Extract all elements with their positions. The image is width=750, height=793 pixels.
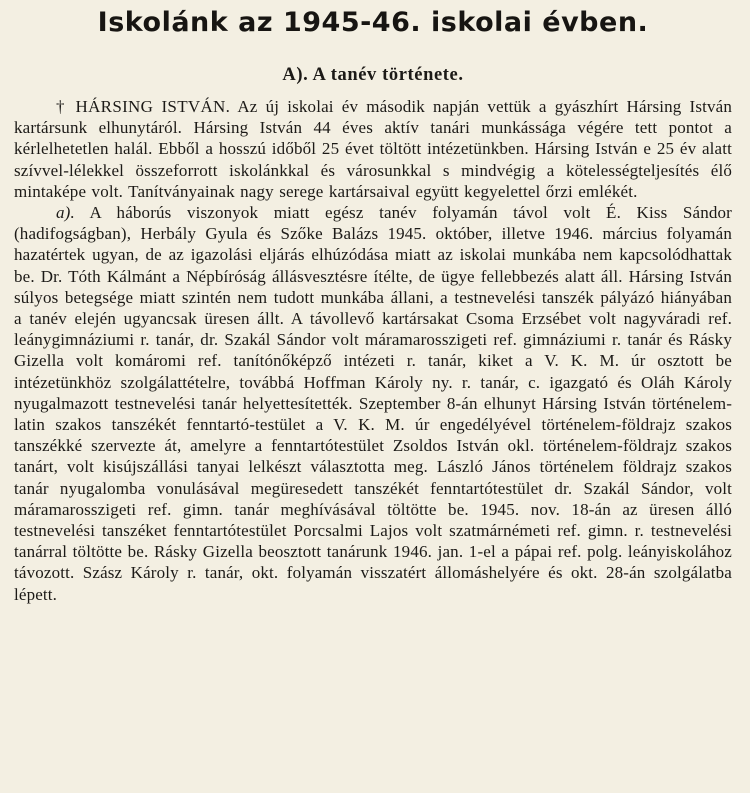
document-title: Iskolánk az 1945-46. iskolai évben. [97,7,649,38]
section-heading: A). A tanév története. [282,65,464,85]
obituary-paragraph [14,96,732,202]
dagger-marker: † [56,97,68,116]
staffing-text: A háborús viszonyok miatt egész tanév folyamán távol volt É. Kiss Sándor (hadifogságban), Herbály Gyula és Szőke Balázs 1945. október, illetve 1946. március folyamán hazatértek ugyan, de az igazolási eljárás elhúzódása miatt az iskolai munkába nem kapcsolódhattak be. Dr. Tóth Kálmánt a Népbíróság állásvesztésre ítélte, de ügye fellebbezés alatt áll. Hársing István súlyos betegsége miatt szintén nem tudott munkába állani, a testnevelési tanszék pályázó hiányában a tanév elején ugyancsak üresen állt. A távollevő kartársakat Csoma Erzsébet volt nagyváradi ref. leánygimnáziumi r. tanár, dr. Szakál Sándor volt máramarosszigeti ref. gimnáziumi r. tanár és Rásky Gizella volt komáromi ref. tanítónőképző intézeti r. tanár, kiket a V. K. M. úr osztott be intézetünkhöz szolgálattételre, továbbá Hoffman Károly ny. r. tanár, c. igazgató és Oláh Károly nyugalmazott testnevelési tanár helyettesítették. Szeptember 8-án elhunyt Hársing István történelem-latin szakos tanszékét fenntartó-testület a V. K. M. úr engedélyével történelem-földrajz szakos tanszékké szervezte át, amelyre a fenntartótestület Zsoldos István okl. történelem-földrajz szakos tanárt, volt kisújszállási tanyai lelkészt választotta meg. László János történelem földrajz szakos tanár nyugalomba vonulásával megüresedett tanszékét fenntartótestület dr. Szakál Sándor, volt máramarosszigeti ref. gimn. tanár meghívásával töltötte be. 1945. nov. 18-án az üresen álló testnevelési tanszéket fenntartótestület Porcsalmi Lajos volt szatmárnémeti ref. gimn. r. testnevelési tanárral töltötte be. Rásky Gizella beosztott tanárunk 1946. jan. 1-el a pápai ref. polg. leányiskolához távozott. Szász Károly r. tanár, okt. folyamán visszatért állomáshelyére és okt. 28-án szolgálatba lépett. [14,203,732,604]
paragraph-marker: a). [56,203,75,223]
staffing-paragraph [14,202,732,605]
obituary-name: HÁRSING ISTVÁN. [75,97,231,116]
obituary-text: Az új iskolai év második napján vettük a gyászhírt Hársing István kartársunk elhunytáról. Hársing István 44 éves aktív tanári munkássága végére tett pontot a kérlelhetetlen halál. Ebből a hosszú időből 25 évet töltött intézetünkben. Hársing István e 25 év alatt szívvel-lélekkel összeforrott iskolánkkal és városunkkal s mindvégig a kötelességteljesítés élő mintaképe volt. Tanítványainak nagy serege kartársaival együtt kegyelettel őrzi emlékét. [14,97,732,201]
